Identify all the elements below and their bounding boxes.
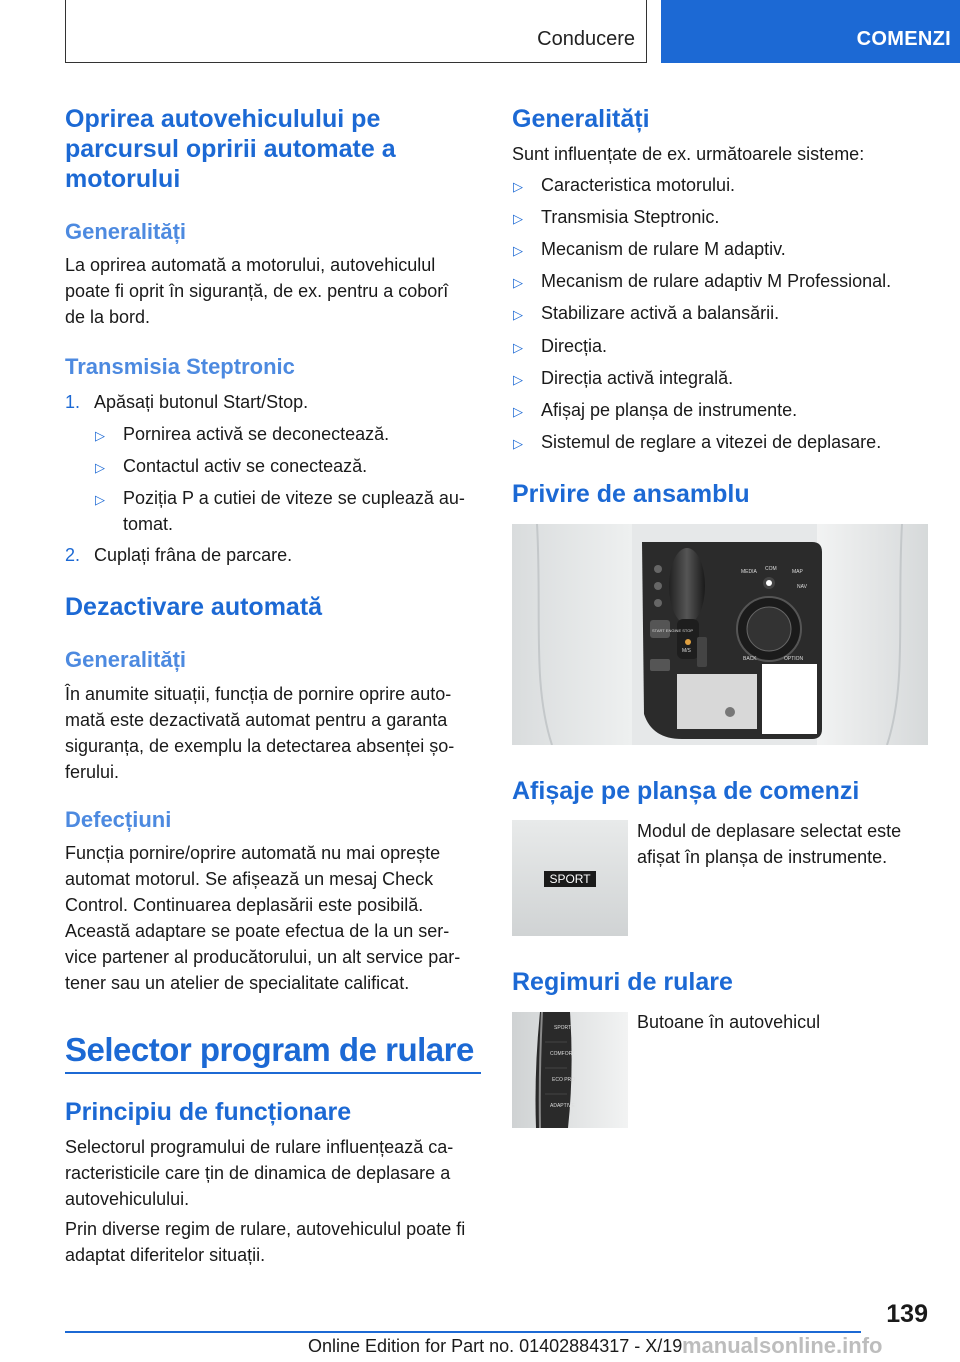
list-item-text: Mecanism de rulare adaptiv M Professional. (541, 271, 892, 291)
step-1-text: Apăsați butonul Start/Stop. (94, 392, 309, 412)
heading-auto-stop: Oprirea autovehiculului pe parcursul opririi automate a motorului (65, 105, 396, 193)
heading-overview: Privire de ansamblu (512, 480, 750, 508)
list-item-text: Caracteristica motorului. (541, 175, 736, 195)
mode-button-label: COMFORT (550, 1051, 576, 1057)
general-2-text: În anumite situații, funcția de pornire oprire auto-mată este dezactivată automat pentru a garanta siguranța, de exemplu la detectarea absenței șo-ferului. (65, 684, 455, 782)
console-label: BACK (743, 656, 757, 662)
heading-general-2: Generalități (65, 647, 187, 672)
header-section-label: Conducere (537, 28, 635, 50)
heading-general-right: Generalități (512, 105, 650, 133)
list-item-text: Sistemul de reglare a vitezei de deplasare. (541, 432, 882, 452)
list-item (512, 333, 932, 359)
heading-steptronic: Transmisia Steptronic (65, 354, 295, 379)
list-item-text: Direcția activă integrală. (541, 368, 734, 388)
step-2-number: 2. (65, 545, 81, 565)
footer-edition: Online Edition for Part no. 01402884317 - X/19 (308, 1336, 683, 1356)
heading-driving-modes: Regimuri de rulare (512, 968, 733, 996)
mode-button-label: ECO PRO (552, 1077, 576, 1083)
list-item-text: Poziția P a cutiei de viteze se cuplează au-tomat. (123, 488, 465, 534)
bullet-icon: ▷ (513, 211, 523, 226)
list-item-text: Pornirea activă se deconectează. (123, 424, 390, 444)
console-label: MEDIA (741, 569, 757, 575)
heading-control-display: Afișaje pe planșa de comenzi (512, 777, 860, 805)
principle-text-1: Selectorul programului de rulare influențează ca-racteristicile care țin de dinamica de deplasare a autovehiculului. (65, 1137, 454, 1209)
list-item-text: Stabilizare activă a balansării. (541, 303, 780, 323)
section-rule (65, 1072, 481, 1074)
mode-button-label: ADAPTIVE (550, 1103, 575, 1109)
list-item (65, 485, 480, 537)
step-2-text: Cuplați frâna de parcare. (94, 545, 293, 565)
heading-defects: Defecțiuni (65, 807, 172, 832)
step-1-number: 1. (65, 392, 81, 412)
page-number: 139 (886, 1300, 928, 1328)
principle-text-2: Prin diverse regim de rulare, autovehiculul poate fi adaptat diferitelor situații. (65, 1219, 466, 1265)
bullet-icon: ▷ (513, 179, 523, 194)
list-item (512, 268, 932, 294)
footer-watermark: manualsonline.info (682, 1333, 883, 1358)
bullet-icon: ▷ (513, 243, 523, 258)
bullet-icon: ▷ (513, 307, 523, 322)
heading-general-1: Generalități (65, 219, 187, 244)
list-item-text: Direcția. (541, 336, 608, 356)
bullet-icon: ▷ (95, 460, 105, 475)
control-display-text: Modul de deplasare selectat este afișat în planșa de instrumente. (637, 821, 902, 867)
list-item (512, 300, 932, 326)
heading-principle: Principiu de funcționare (65, 1098, 352, 1126)
console-label: START ENGINE STOP (652, 628, 694, 633)
console-label: COM (765, 566, 777, 572)
general-right-intro: Sunt influențate de ex. următoarele sisteme: (512, 144, 865, 164)
sport-display-image (512, 820, 628, 936)
list-item (512, 172, 932, 198)
bullet-icon: ▷ (513, 404, 523, 419)
bullet-icon: ▷ (513, 372, 523, 387)
list-item (512, 429, 932, 455)
general-1-text: La oprirea automată a motorului, autovehiculul poate fi oprit în siguranță, de ex. pentru a coborî de la bord. (65, 255, 449, 327)
sport-badge: SPORT (549, 872, 591, 886)
bullet-icon: ▷ (513, 436, 523, 451)
list-item (512, 236, 932, 262)
header-tab-label[interactable]: COMENZI (856, 28, 951, 50)
bullet-icon: ▷ (513, 340, 523, 355)
list-item (512, 397, 932, 423)
mode-button-label: SPORT (554, 1025, 572, 1031)
list-item-text: Contactul activ se conectează. (123, 456, 368, 476)
heading-auto-deactivation: Dezactivare automată (65, 593, 323, 621)
list-item-text: Mecanism de rulare M adaptiv. (541, 239, 786, 259)
bullet-icon: ▷ (95, 492, 105, 507)
list-item-text: Afișaj pe planșa de instrumente. (541, 400, 798, 420)
gear-console-photo (512, 524, 928, 745)
bullet-icon: ▷ (95, 428, 105, 443)
driving-modes-text: Butoane în autovehicul (637, 1012, 821, 1032)
list-item (65, 421, 480, 447)
heading-drive-selector: Selector program de rulare (65, 1031, 474, 1068)
console-label: MAP (792, 569, 803, 575)
defects-text: Funcția pornire/oprire automată nu mai oprește automat motorul. Se afișează un mesaj Check Control. Continuarea deplasării este posibilă. Această adaptare se poate efectua de la un ser-vice partener al producătorului, un alt service par-tener sau un atelier de specialitate calificat. (65, 843, 461, 993)
console-label: M/S (682, 648, 691, 654)
list-item (512, 204, 932, 230)
list-item-text: Transmisia Steptronic. (541, 207, 720, 227)
bullet-icon: ▷ (513, 275, 523, 290)
console-label: NAV (797, 584, 807, 590)
driving-mode-buttons-image (512, 1012, 628, 1128)
list-item (65, 453, 480, 479)
list-item (512, 365, 932, 391)
console-label: OPTION (784, 656, 804, 662)
